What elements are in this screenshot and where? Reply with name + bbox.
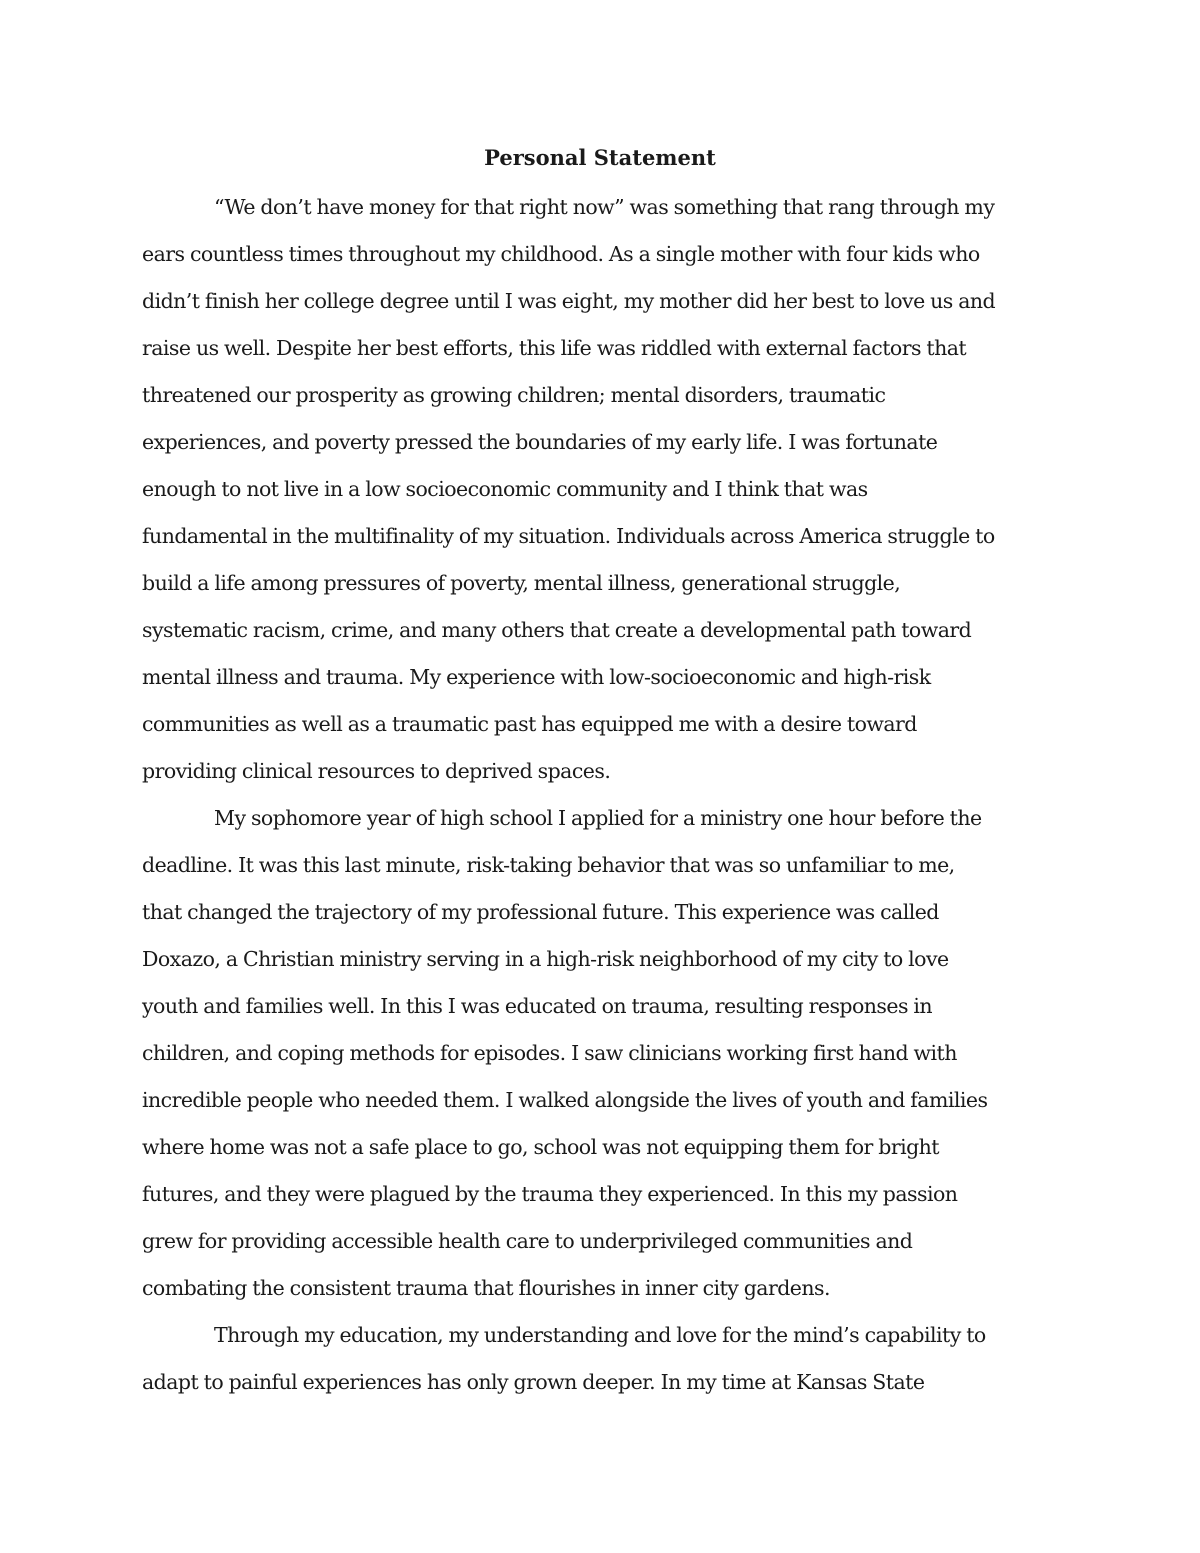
text-line: combating the consistent trauma that flourishes in inner city gardens. (142, 1276, 830, 1300)
text-line: mental illness and trauma. My experience with low-socioeconomic and high-risk (142, 665, 931, 689)
text-line: experiences, and poverty pressed the boundaries of my early life. I was fortunate (142, 430, 938, 454)
text-line: Doxazo, a Christian ministry serving in a high-risk neighborhood of my city to love (142, 947, 949, 971)
text-line: build a life among pressures of poverty, mental illness, generational struggle, (142, 571, 901, 595)
text-line: adapt to painful experiences has only grown deeper. In my time at Kansas State (142, 1370, 925, 1394)
text-line: providing clinical resources to deprived spaces. (142, 759, 611, 783)
text-line: communities as well as a traumatic past has equipped me with a desire toward (142, 712, 917, 736)
text-line: deadline. It was this last minute, risk-taking behavior that was so unfamiliar to me, (142, 853, 955, 877)
document-title: Personal Statement (484, 145, 716, 170)
text-line: futures, and they were plagued by the trauma they experienced. In this my passion (142, 1182, 958, 1206)
text-line: incredible people who needed them. I walked alongside the lives of youth and families (142, 1088, 988, 1112)
text-line: children, and coping methods for episodes. I saw clinicians working first hand with (142, 1041, 957, 1065)
text-line: raise us well. Despite her best efforts, this life was riddled with external factors that (142, 336, 967, 360)
text-line: systematic racism, crime, and many others that create a developmental path toward (142, 618, 972, 642)
document-body (142, 192, 1072, 1414)
text-line: threatened our prosperity as growing children; mental disorders, traumatic (142, 383, 886, 407)
text-line: grew for providing accessible health care to underprivileged communities and (142, 1229, 913, 1253)
text-line: didn’t finish her college degree until I was eight, my mother did her best to love us and (142, 289, 996, 313)
text-line: enough to not live in a low socioeconomic community and I think that was (142, 477, 868, 501)
text-line: that changed the trajectory of my professional future. This experience was called (142, 900, 939, 924)
text-line: youth and families well. In this I was educated on trauma, resulting responses in (142, 994, 933, 1018)
text-line: where home was not a safe place to go, school was not equipping them for bright (142, 1135, 939, 1159)
text-line: “We don’t have money for that right now” was something that rang through my (214, 195, 995, 219)
text-line: My sophomore year of high school I applied for a ministry one hour before the (214, 806, 982, 830)
text-line: Through my education, my understanding and love for the mind’s capability to (214, 1323, 986, 1347)
text-line: fundamental in the multifinality of my situation. Individuals across America struggle to (142, 524, 995, 548)
text-line: ears countless times throughout my childhood. As a single mother with four kids who (142, 242, 980, 266)
